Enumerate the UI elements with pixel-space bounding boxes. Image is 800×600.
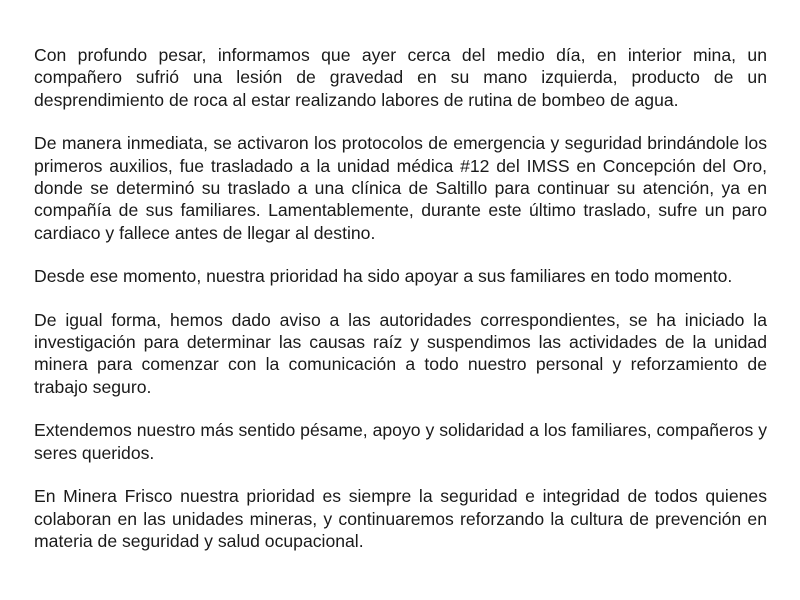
paragraph-investigation: De igual forma, hemos dado aviso a las autoridades correspondientes, se ha iniciado la investigación para determinar las causas raíz y suspendimos las actividades de la unidad minera para comenzar con la comunicación a todo nuestro personal y reforzamiento de trabajo seguro.	[34, 309, 767, 397]
paragraph-condolences: Extendemos nuestro más sentido pésame, apoyo y solidaridad a los familiares, compañeros y seres queridos.	[34, 420, 767, 463]
paragraph-family-support: Desde ese momento, nuestra prioridad ha sido apoyar a sus familiares en todo momento.	[34, 266, 733, 287]
statement-body	[34, 44, 767, 552]
paragraph-safety-commitment: En Minera Frisco nuestra prioridad es siempre la seguridad e integridad de todos quienes colaboran en las unidades mineras, y continuaremos reforzando la cultura de prevención en materia de seguridad y salud ocupacional.	[34, 486, 767, 551]
paragraph-emergency-response: De manera inmediata, se activaron los protocolos de emergencia y seguridad brindándole los primeros auxilios, fue trasladado a la unidad médica #12 del IMSS en Concepción del Oro, donde se determinó su traslado a una clínica de Saltillo para continuar su atención, ya en compañía de sus familiares. Lamentablemente, durante este último traslado, sufre un paro cardiaco y fallece antes de llegar al destino.	[34, 133, 767, 243]
paragraph-incident: Con profundo pesar, informamos que ayer cerca del medio día, en interior mina, un compañero sufrió una lesión de gravedad en su mano izquierda, producto de un desprendimiento de roca al estar realizando labores de rutina de bombeo de agua.	[34, 45, 767, 110]
